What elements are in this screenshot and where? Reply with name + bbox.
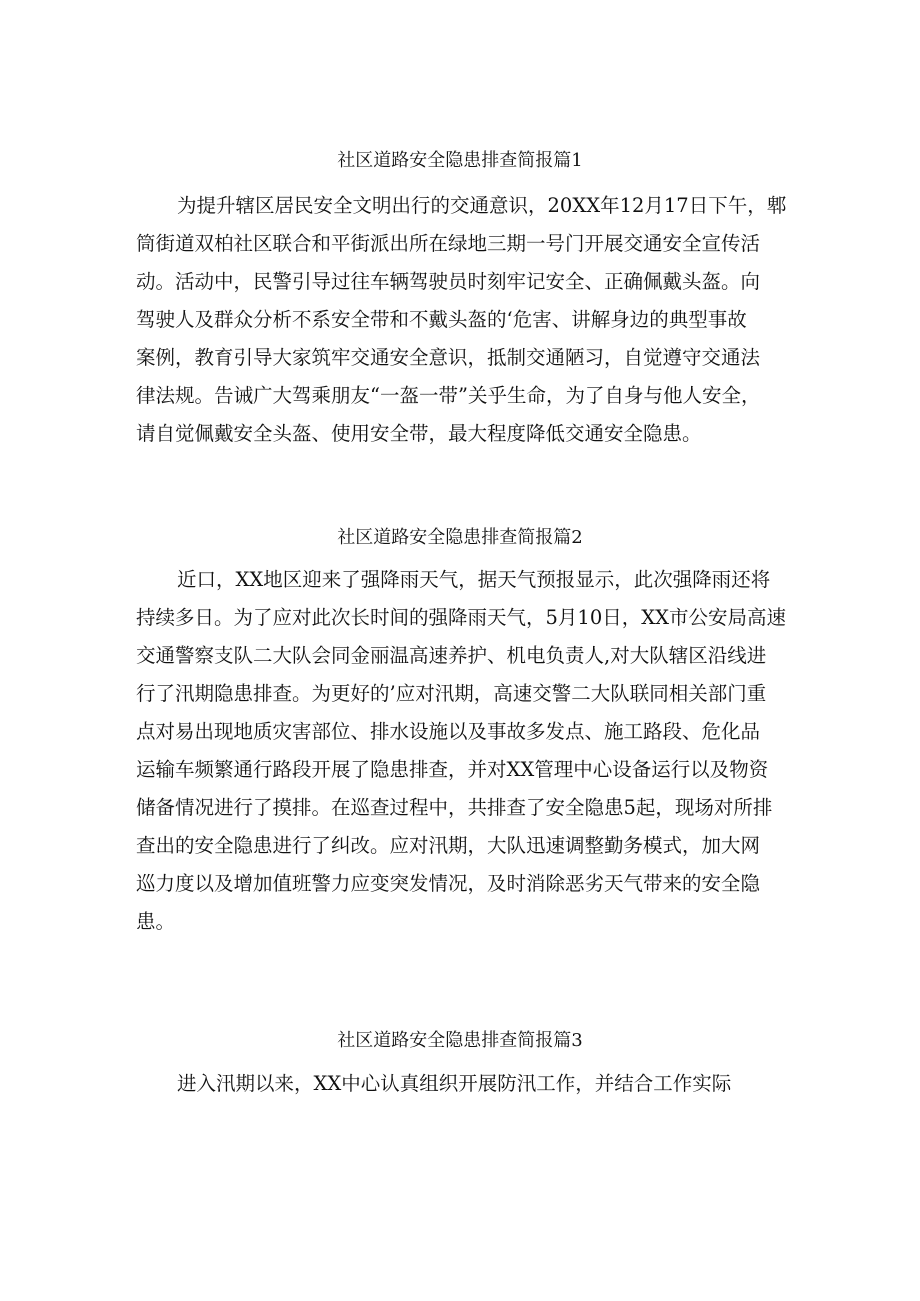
paragraph-line: 查出的安全隐患进行了纠改。应对汛期，大队迅速调整勤务模式，加大网 [136, 834, 761, 857]
paragraph-line: 请自觉佩戴安全头盔、使用安全带，最大程度降低交通安全隐患。 [136, 422, 702, 445]
paragraph-line: 运输车频繁通行路段开展了隐患排查，并对XX管理中心设备运行以及物资 [136, 758, 769, 781]
paragraph-line: 巡力度以及增加值班警力应变突发情况，及时消除恶劣天气带来的安全隐 [136, 872, 761, 895]
paragraph-line: 患。 [136, 910, 176, 933]
paragraph-line: 交通警察支队二大队会同金丽温高速养护、机电负责人,对大队辖区沿线进 [136, 644, 767, 667]
section-title: 社区道路安全隐患排查简报篇3 [337, 1030, 583, 1051]
paragraph-line: 动。活动中，民警引导过往车辆驾驶员时刻牢记安全、正确佩戴头盔。向 [136, 270, 761, 293]
paragraph-line: 律法规。告诫广大驾乘朋友“一盔一带”关乎生命，为了自身与他人安全， [136, 384, 761, 407]
section-title: 社区道路安全隐患排查简报篇2 [337, 527, 583, 548]
paragraph-line: 进入汛期以来，XX中心认真组织开展防汛工作，并结合工作实际 [177, 1072, 732, 1095]
paragraph-line: 点对易出现地质灾害部位、排水设施以及事故多发点、施工路段、危化品 [136, 720, 761, 743]
paragraph-line: 为提升辖区居民安全文明出行的交通意识，20XX年12月17日下午，郫 [177, 194, 787, 217]
paragraph-line: 筒街道双柏社区联合和平街派出所在绿地三期一号门开展交通安全宣传活 [136, 232, 761, 255]
paragraph-line: 近口，XX地区迎来了强降雨天气，据天气预报显示，此次强降雨还将 [177, 568, 771, 591]
paragraph-line: 行了汛期隐患排查。为更好的’应对汛期，高速交警二大队联同相关部门重 [136, 682, 767, 705]
paragraph-line: 储备情况进行了摸排。在巡查过程中，共排查了安全隐患5起，现场对所排 [136, 796, 773, 819]
paragraph-line: 案例，教育引导大家筑牢交通安全意识，抵制交通陋习，自觉遵守交通法 [136, 346, 761, 369]
section-title: 社区道路安全隐患排查简报篇1 [337, 150, 583, 171]
paragraph-line: 持续多日。为了应对此次长时间的强降雨天气，5月10日，XX市公安局高速 [136, 606, 786, 629]
paragraph-line: 驾驶人及群众分析不系安全带和不戴头盔的‘危害、讲解身边的典型事故 [136, 308, 747, 331]
